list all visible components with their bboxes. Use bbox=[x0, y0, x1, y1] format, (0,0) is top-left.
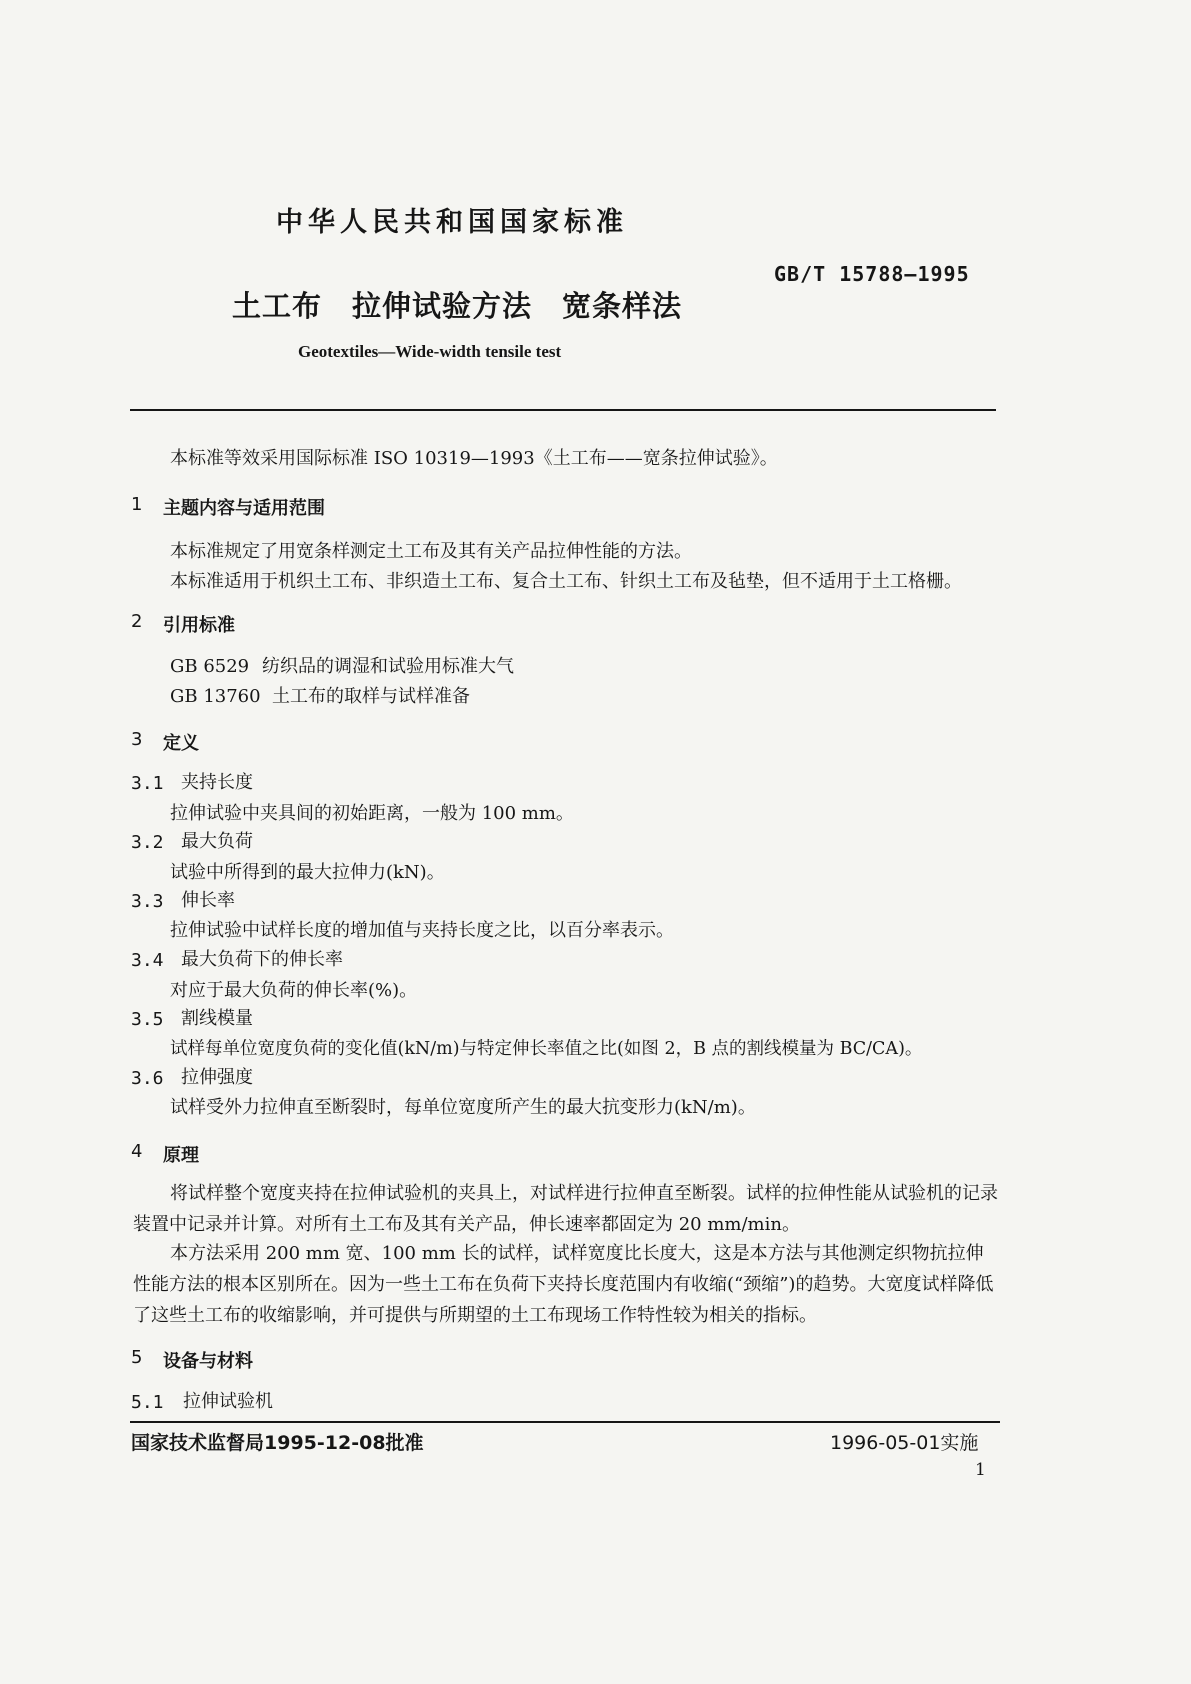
def-term: 夹持长度 bbox=[181, 772, 253, 793]
page-number: 1 bbox=[975, 1460, 986, 1480]
def-number: 3.3 bbox=[131, 891, 164, 912]
def-text: 拉伸试验中夹具间的初始距离，一般为 100 mm。 bbox=[170, 803, 574, 824]
def-term: 最大负荷 bbox=[181, 831, 253, 852]
standard-org-title: 中华人民共和国国家标准 bbox=[276, 207, 628, 238]
section-2-number: 2 bbox=[131, 611, 143, 632]
def-text: 对应于最大负荷的伸长率(%)。 bbox=[170, 980, 418, 1001]
def-term: 割线模量 bbox=[181, 1008, 253, 1029]
section-1-title: 主题内容与适用范围 bbox=[163, 498, 325, 519]
section-3-number: 3 bbox=[131, 729, 143, 750]
section-4-title: 原理 bbox=[163, 1145, 199, 1166]
ref-code-1: GB 6529 bbox=[170, 656, 250, 677]
def-number: 3.1 bbox=[131, 773, 164, 794]
ref-name-1: 纺织品的调湿和试验用标准大气 bbox=[262, 656, 514, 677]
header-divider bbox=[130, 409, 996, 411]
def-term: 伸长率 bbox=[181, 890, 235, 911]
def-text: 拉伸试验中试样长度的增加值与夹持长度之比，以百分率表示。 bbox=[170, 920, 674, 941]
doc-title-cn: 土工布 拉伸试验方法 宽条样法 bbox=[232, 289, 683, 323]
standard-code: GB/T 15788—1995 bbox=[774, 262, 970, 286]
section-1-number: 1 bbox=[131, 494, 143, 515]
principle-para-2: 本方法采用 200 mm 宽、100 mm 长的试样，试样宽度比长度大，这是本方法与其他测定织物抗拉伸性能方法的根本区别所在。因为一些土工布在负荷下夹持长度范围内有收缩(“颈缩”)的趋势。大宽度试样降低了这些土工布的收缩影响，并可提供与所期望的土工布现场工作特性较为相关的指标。 bbox=[133, 1243, 994, 1326]
def-number: 3.4 bbox=[131, 950, 164, 971]
subsection-5-1-title: 拉伸试验机 bbox=[183, 1391, 273, 1412]
footer-divider bbox=[130, 1421, 1000, 1423]
def-number: 3.5 bbox=[131, 1009, 164, 1030]
preamble: 本标准等效采用国际标准 ISO 10319—1993《土工布——宽条拉伸试验》。 bbox=[170, 448, 778, 469]
section-3-title: 定义 bbox=[163, 733, 199, 754]
principle-para-1: 将试样整个宽度夹持在拉伸试验机的夹具上，对试样进行拉伸直至断裂。试样的拉伸性能从试验机的记录装置中记录并计算。对所有土工布及其有关产品，伸长速率都固定为 20 mm/min。 bbox=[133, 1183, 998, 1235]
def-term: 最大负荷下的伸长率 bbox=[181, 949, 343, 970]
ref-name-2: 土工布的取样与试样准备 bbox=[272, 686, 470, 707]
subsection-5-1-number: 5.1 bbox=[131, 1392, 164, 1413]
section-2-title: 引用标准 bbox=[163, 615, 235, 636]
approval-date: 国家技术监督局1995-12-08批准 bbox=[131, 1432, 424, 1454]
section-4-number: 4 bbox=[131, 1141, 143, 1162]
section-1-para-2: 本标准适用于机织土工布、非织造土工布、复合土工布、针织土工布及毡垫，但不适用于土工格栅。 bbox=[170, 571, 962, 592]
def-text: 试样每单位宽度负荷的变化值(kN/m)与特定伸长率值之比(如图 2，B 点的割线模量为 BC/CA)。 bbox=[170, 1039, 923, 1059]
ref-code-2: GB 13760 bbox=[170, 686, 261, 707]
effective-date: 1996-05-01实施 bbox=[830, 1432, 979, 1454]
def-text: 试样受外力拉伸直至断裂时，每单位宽度所产生的最大抗变形力(kN/m)。 bbox=[170, 1097, 756, 1118]
def-number: 3.6 bbox=[131, 1068, 164, 1089]
def-term: 拉伸强度 bbox=[181, 1067, 253, 1088]
section-5-number: 5 bbox=[131, 1347, 143, 1368]
section-1-para-1: 本标准规定了用宽条样测定土工布及其有关产品拉伸性能的方法。 bbox=[170, 541, 692, 562]
doc-title-en: Geotextiles—Wide-width tensile test bbox=[298, 342, 562, 361]
def-text: 试验中所得到的最大拉伸力(kN)。 bbox=[170, 862, 445, 883]
section-5-title: 设备与材料 bbox=[163, 1351, 253, 1372]
def-number: 3.2 bbox=[131, 832, 164, 853]
